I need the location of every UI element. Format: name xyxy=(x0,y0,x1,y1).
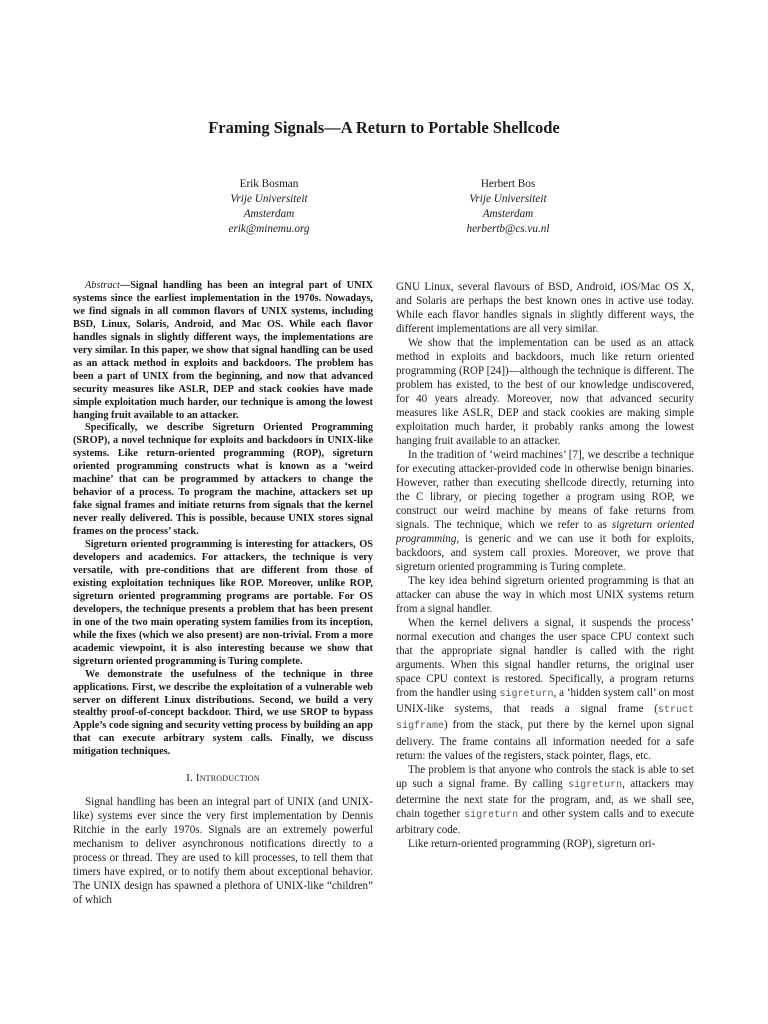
author-affiliation-city: Amsterdam xyxy=(243,208,295,220)
code-inline: sigreturn xyxy=(568,779,623,791)
body-text: The problem is that anyone who controls the stack is able to set up such a signal frame. By calling xyxy=(396,763,694,790)
author-email: herbertb@cs.vu.nl xyxy=(466,223,550,235)
paper-title: Framing Signals—A Return to Portable Shellcode xyxy=(208,118,560,137)
section-title: Introduction xyxy=(195,772,260,785)
body-text: and other system calls and to execute arbitrary code. xyxy=(396,807,694,836)
abstract-paragraph: We demonstrate the usefulness of the technique in three applications. First, we describe the exploitation of a vulnerable web server on different Linux distributions. Second, we build a very stealthy proof-of-concept backdoor. Third, we use SROP to bypass Apple’s code signing and security vetting process by building an app that can execute arbitrary system calls. Finally, we discuss mitigation techniques. xyxy=(73,668,373,758)
author-email: erik@minemu.org xyxy=(228,223,310,235)
body-paragraph xyxy=(396,763,694,837)
emphasis-text: sigreturn oriented programming xyxy=(396,519,694,546)
section-body xyxy=(73,795,373,907)
abstract-lead: Abstract xyxy=(85,280,120,291)
body-paragraph: The key idea behind sigreturn oriented programming is that an attacker can abuse the way in which most UNIX systems return from a signal handler. xyxy=(396,575,694,616)
section-heading xyxy=(73,771,373,785)
author-block-2 xyxy=(398,177,618,237)
abstract-paragraph xyxy=(73,280,373,422)
code-inline: struct sigframe xyxy=(396,705,694,733)
code-inline: sigreturn xyxy=(499,689,554,701)
author-affiliation-city: Amsterdam xyxy=(482,208,534,220)
right-column xyxy=(396,280,694,851)
abstract-paragraph: Specifically, we describe Sigreturn Oriented Programming (SROP), a novel technique for exploits and backdoors in UNIX-like systems. Like return-oriented programming (ROP), sigreturn oriented programming constructs what is known as a ‘weird machine’ that can be programmed by attackers to change the behavior of a process. To program the machine, attackers set up fake signal frames and initiate returns from signals that the kernel never really delivered. This is possible, because UNIX stores signal frames on the process’ stack. xyxy=(73,422,373,538)
body-text: , is generic and we can use it both for exploits, backdoors, and system call proxies. Moreover, we prove that sigreturn oriented programming is Turing complete. xyxy=(396,533,694,574)
author-block-1 xyxy=(159,177,379,237)
abstract-text: —Signal handling has been an integral part of UNIX systems since the earliest implementation in the 1970s. Nowadays, we find signals in all common flavors of UNIX systems, including BSD, Linux, Solaris, Android, and Mac OS. While each flavor handles signals in slightly different ways, the implementations are very similar. In this paper, we show that signal handling can be used as an attack method in exploits and backdoors. The problem has been a part of UNIX from the beginning, and now that advanced security measures like ASLR, DEP and stack cookies have made simple exploitation much harder, our technique is among the lowest hanging fruit available to an attacker. xyxy=(73,280,373,421)
left-column xyxy=(73,280,373,907)
body-text: ) from the stack, put there by the kernel upon signal delivery. The frame contains all information needed for a safe return: the values of the registers, stack pointer, flags, etc. xyxy=(396,719,694,762)
code-inline: sigreturn xyxy=(464,809,519,821)
body-paragraph: We show that the implementation can be used as an attack method in exploits and backdoors, much like return oriented programming (ROP [24])—although the technique is different. The problem has existed, to the best of our knowledge undiscovered, for 40 years already. Moreover, now that advanced security measures like ASLR, DEP and stack cookies are making simple exploitation much harder, it probably ranks among the lowest hanging fruit available to an attacker. xyxy=(396,337,694,448)
body-text: , attackers may determine the next state for the program, and, as we shall see, chain together xyxy=(396,777,695,820)
body-paragraph xyxy=(396,448,694,574)
body-text: , a ‘hidden system call’ on most UNIX-like systems, that reads a signal frame ( xyxy=(396,687,694,716)
body-text: In the tradition of ‘weird machines’ [7], we describe a technique for executing attacker-provided code in otherwise benign binaries. However, rather than executing shellcode directly, returning into the C library, or piecing together a program using ROP, we construct our weird machine by means of fake returns from signals. The technique, which we refer to as xyxy=(396,449,694,532)
body-text: When the kernel delivers a signal, it suspends the process’ normal execution and changes the user space CPU context such that the appropriate signal handler is called with the right arguments. When this signal handler returns, the original user space CPU context is restored. Specifically, a program returns from the handler using xyxy=(396,617,694,700)
body-paragraph xyxy=(396,616,694,762)
abstract-paragraph: Sigreturn oriented programming is interesting for attackers, OS developers and academics. For attackers, the technique is very versatile, with pre-conditions that are different from those of existing exploitation techniques like ROP. Moreover, unlike ROP, sigreturn oriented programming programs are portable. For OS developers, the technique presents a problem that has been present in one of the two main operating system families from its inception, while the fixes (which we also present) are non-trivial. From a more academic viewpoint, it is also interesting because we show that sigreturn oriented programming is Turing complete. xyxy=(73,539,373,667)
body-paragraph: GNU Linux, several flavours of BSD, Android, iOS/Mac OS X, and Solaris are perhaps the best known ones in active use today. While each flavor handles signals in slightly different ways, the different implementations are all very similar. xyxy=(396,281,694,336)
author-affiliation: Vrije Universiteit xyxy=(469,193,547,205)
author-name: Herbert Bos xyxy=(480,178,536,190)
body-paragraph: Signal handling has been an integral part of UNIX (and UNIX-like) systems ever since the very first implementation by Dennis Ritchie in the early 1970s. Signals are an extremely powerful mechanism to deliver asynchronous notifications directly to a process or thread. They are used to kill processes, to tell them that timers have expired, or to notify them about exceptional behavior. The UNIX design has spawned a plethora of UNIX-like “children” of which xyxy=(73,796,373,907)
author-name: Erik Bosman xyxy=(239,178,299,190)
abstract xyxy=(73,280,373,759)
body-paragraph: Like return-oriented programming (ROP), sigreturn ori- xyxy=(408,837,656,850)
section-number: I. xyxy=(186,772,193,785)
author-affiliation: Vrije Universiteit xyxy=(230,193,308,205)
